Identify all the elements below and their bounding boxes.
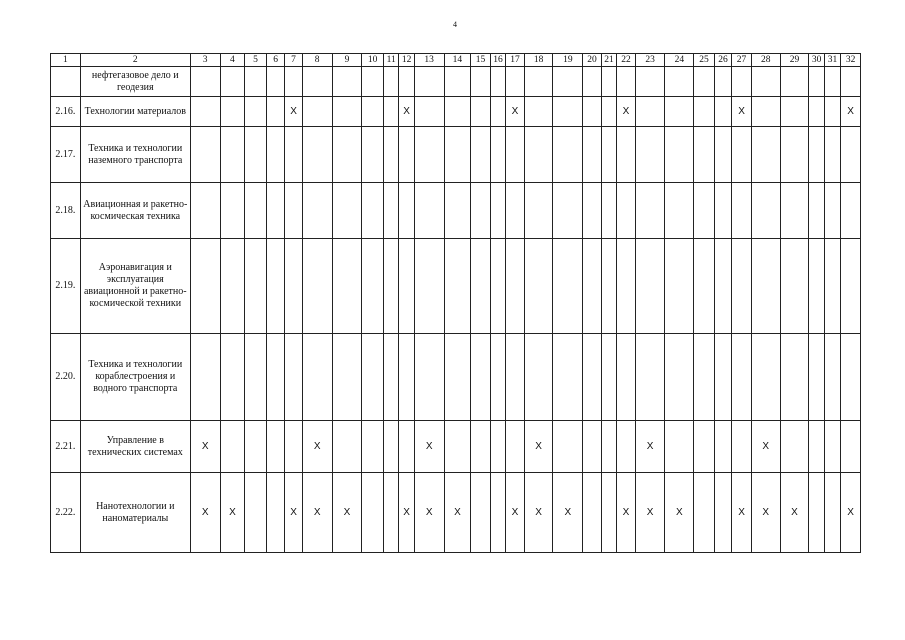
cell-empty: [665, 421, 694, 473]
cell-empty: [245, 334, 267, 421]
specialty-name: Техника и технологии кораблестроения и водного транспорта: [80, 334, 190, 421]
specialty-name: Нанотехнологии и наноматериалы: [80, 473, 190, 553]
column-header: 23: [635, 54, 665, 67]
cell-empty: [444, 67, 471, 97]
cell-empty: [506, 67, 525, 97]
cell-empty: [780, 67, 809, 97]
cell-empty: [694, 183, 715, 239]
cell-mark: X: [190, 421, 220, 473]
cell-empty: [332, 127, 362, 183]
cell-empty: [362, 334, 384, 421]
cell-empty: [302, 239, 332, 334]
cell-mark: X: [506, 97, 525, 127]
cell-empty: [665, 239, 694, 334]
cell-empty: [809, 473, 824, 553]
cell-empty: [471, 183, 491, 239]
column-header: 18: [524, 54, 553, 67]
column-number-row: [51, 54, 861, 67]
cell-empty: [383, 239, 398, 334]
cell-empty: [399, 67, 414, 97]
cell-empty: [414, 67, 444, 97]
cell-empty: [383, 127, 398, 183]
cell-empty: [553, 97, 583, 127]
cell-mark: X: [285, 473, 302, 553]
cell-empty: [583, 239, 602, 334]
cell-empty: [471, 97, 491, 127]
cell-empty: [824, 67, 840, 97]
cell-empty: [383, 183, 398, 239]
cell-mark: X: [553, 473, 583, 553]
cell-empty: [524, 97, 553, 127]
cell-empty: [506, 239, 525, 334]
cell-empty: [635, 183, 665, 239]
cell-empty: [220, 127, 245, 183]
cell-mark: X: [220, 473, 245, 553]
cell-empty: [780, 239, 809, 334]
cell-empty: [694, 334, 715, 421]
table-row: [51, 473, 861, 553]
cell-empty: [617, 421, 636, 473]
cell-empty: [266, 239, 285, 334]
cell-empty: [362, 183, 384, 239]
cell-empty: [617, 239, 636, 334]
row-number: 2.17.: [51, 127, 81, 183]
cell-empty: [780, 127, 809, 183]
cell-empty: [245, 183, 267, 239]
cell-empty: [824, 183, 840, 239]
cell-empty: [583, 67, 602, 97]
cell-empty: [245, 97, 267, 127]
cell-mark: X: [332, 473, 362, 553]
cell-empty: [732, 67, 752, 97]
column-header: 16: [490, 54, 505, 67]
cell-mark: X: [732, 473, 752, 553]
column-header: 20: [583, 54, 602, 67]
cell-empty: [714, 127, 731, 183]
cell-empty: [302, 334, 332, 421]
cell-empty: [190, 334, 220, 421]
cell-empty: [694, 473, 715, 553]
cell-empty: [399, 127, 414, 183]
cell-mark: X: [414, 421, 444, 473]
cell-empty: [841, 421, 861, 473]
row-number: 2.18.: [51, 183, 81, 239]
table-row: [51, 421, 861, 473]
cell-empty: [383, 421, 398, 473]
cell-empty: [245, 421, 267, 473]
cell-empty: [714, 67, 731, 97]
cell-empty: [524, 239, 553, 334]
cell-empty: [490, 67, 505, 97]
cell-empty: [583, 97, 602, 127]
cell-empty: [190, 97, 220, 127]
cell-empty: [635, 97, 665, 127]
cell-empty: [665, 97, 694, 127]
cell-empty: [190, 67, 220, 97]
table-row: [51, 183, 861, 239]
cell-mark: X: [414, 473, 444, 553]
cell-mark: X: [780, 473, 809, 553]
cell-empty: [490, 334, 505, 421]
cell-empty: [635, 334, 665, 421]
cell-empty: [362, 421, 384, 473]
column-header: 2: [80, 54, 190, 67]
cell-empty: [383, 97, 398, 127]
table-row: [51, 67, 861, 97]
cell-empty: [220, 421, 245, 473]
cell-empty: [714, 97, 731, 127]
cell-empty: [362, 239, 384, 334]
cell-empty: [302, 127, 332, 183]
cell-empty: [665, 127, 694, 183]
cell-mark: X: [190, 473, 220, 553]
cell-empty: [732, 239, 752, 334]
cell-empty: [780, 334, 809, 421]
cell-empty: [399, 183, 414, 239]
cell-empty: [471, 239, 491, 334]
cell-empty: [266, 183, 285, 239]
cell-empty: [285, 239, 302, 334]
column-header: 32: [841, 54, 861, 67]
cell-empty: [553, 334, 583, 421]
row-number: 2.20.: [51, 334, 81, 421]
cell-empty: [714, 183, 731, 239]
cell-mark: X: [444, 473, 471, 553]
cell-empty: [332, 67, 362, 97]
column-header: 25: [694, 54, 715, 67]
cell-empty: [362, 127, 384, 183]
cell-empty: [553, 421, 583, 473]
specialty-name: Управление в технических системах: [80, 421, 190, 473]
cell-empty: [190, 239, 220, 334]
column-header: 26: [714, 54, 731, 67]
cell-mark: X: [635, 473, 665, 553]
cell-empty: [809, 97, 824, 127]
column-header: 11: [383, 54, 398, 67]
cell-empty: [332, 239, 362, 334]
column-header: 19: [553, 54, 583, 67]
cell-empty: [220, 67, 245, 97]
cell-empty: [506, 334, 525, 421]
cell-mark: X: [302, 421, 332, 473]
cell-mark: X: [732, 97, 752, 127]
specialty-name: Техника и технологии наземного транспорта: [80, 127, 190, 183]
cell-empty: [414, 97, 444, 127]
cell-empty: [617, 67, 636, 97]
cell-empty: [444, 97, 471, 127]
cell-empty: [553, 67, 583, 97]
cell-empty: [383, 473, 398, 553]
cell-empty: [471, 127, 491, 183]
cell-empty: [399, 239, 414, 334]
cell-empty: [732, 334, 752, 421]
cell-empty: [471, 334, 491, 421]
column-header: 6: [266, 54, 285, 67]
cell-empty: [694, 239, 715, 334]
cell-empty: [506, 421, 525, 473]
column-header: 14: [444, 54, 471, 67]
specialty-name: Аэронавигация и эксплуатация авиационной и ракетно-космической техники: [80, 239, 190, 334]
cell-empty: [694, 421, 715, 473]
cell-empty: [220, 183, 245, 239]
cell-empty: [444, 183, 471, 239]
cell-empty: [617, 183, 636, 239]
cell-mark: X: [751, 421, 780, 473]
cell-empty: [601, 473, 616, 553]
cell-empty: [694, 97, 715, 127]
cell-empty: [665, 183, 694, 239]
column-header: 31: [824, 54, 840, 67]
column-header: 22: [617, 54, 636, 67]
cell-empty: [732, 127, 752, 183]
cell-empty: [506, 183, 525, 239]
cell-empty: [285, 67, 302, 97]
cell-empty: [245, 239, 267, 334]
cell-empty: [490, 183, 505, 239]
cell-empty: [583, 421, 602, 473]
cell-empty: [617, 334, 636, 421]
cell-empty: [444, 127, 471, 183]
cell-empty: [751, 183, 780, 239]
row-number: 2.21.: [51, 421, 81, 473]
cell-mark: X: [751, 473, 780, 553]
cell-empty: [635, 239, 665, 334]
cell-empty: [635, 127, 665, 183]
cell-empty: [601, 183, 616, 239]
cell-empty: [583, 183, 602, 239]
table-row: [51, 239, 861, 334]
cell-mark: X: [524, 421, 553, 473]
cell-empty: [780, 421, 809, 473]
cell-empty: [524, 67, 553, 97]
cell-empty: [780, 97, 809, 127]
column-header: 21: [601, 54, 616, 67]
cell-empty: [332, 183, 362, 239]
cell-empty: [714, 239, 731, 334]
cell-empty: [383, 67, 398, 97]
cell-empty: [751, 239, 780, 334]
cell-empty: [583, 334, 602, 421]
column-header: 30: [809, 54, 824, 67]
cell-empty: [841, 334, 861, 421]
cell-empty: [809, 183, 824, 239]
cell-empty: [332, 97, 362, 127]
cell-mark: X: [617, 473, 636, 553]
cell-empty: [266, 334, 285, 421]
cell-empty: [841, 67, 861, 97]
cell-empty: [266, 127, 285, 183]
row-number: [51, 67, 81, 97]
cell-empty: [362, 473, 384, 553]
row-number: 2.19.: [51, 239, 81, 334]
column-header: 9: [332, 54, 362, 67]
cell-empty: [601, 239, 616, 334]
cell-empty: [506, 127, 525, 183]
cell-empty: [190, 183, 220, 239]
cell-empty: [824, 334, 840, 421]
specialty-name: нефтегазовое дело и геодезия: [80, 67, 190, 97]
cell-empty: [285, 183, 302, 239]
cell-empty: [414, 334, 444, 421]
cell-empty: [444, 239, 471, 334]
cell-empty: [524, 127, 553, 183]
cell-empty: [490, 239, 505, 334]
cell-empty: [751, 97, 780, 127]
cell-empty: [635, 67, 665, 97]
cell-empty: [553, 239, 583, 334]
column-header: 1: [51, 54, 81, 67]
cell-empty: [824, 127, 840, 183]
cell-empty: [809, 239, 824, 334]
column-header: 13: [414, 54, 444, 67]
cell-empty: [285, 334, 302, 421]
cell-mark: X: [399, 473, 414, 553]
column-header: 5: [245, 54, 267, 67]
cell-empty: [751, 67, 780, 97]
cell-empty: [490, 421, 505, 473]
column-header: 10: [362, 54, 384, 67]
column-header: 28: [751, 54, 780, 67]
cell-empty: [444, 334, 471, 421]
cell-empty: [190, 127, 220, 183]
cell-mark: X: [399, 97, 414, 127]
cell-empty: [694, 127, 715, 183]
cell-mark: X: [617, 97, 636, 127]
cell-empty: [714, 473, 731, 553]
cell-empty: [220, 97, 245, 127]
row-number: 2.22.: [51, 473, 81, 553]
cell-empty: [245, 473, 267, 553]
cell-empty: [665, 67, 694, 97]
column-header: 4: [220, 54, 245, 67]
cell-empty: [601, 334, 616, 421]
cell-empty: [714, 421, 731, 473]
cell-empty: [266, 67, 285, 97]
cell-empty: [583, 127, 602, 183]
cell-empty: [302, 67, 332, 97]
cell-empty: [266, 97, 285, 127]
cell-empty: [524, 334, 553, 421]
table-row: [51, 97, 861, 127]
cell-empty: [302, 97, 332, 127]
cell-empty: [601, 97, 616, 127]
cell-empty: [362, 67, 384, 97]
column-header: 15: [471, 54, 491, 67]
specialties-table: [50, 53, 861, 553]
table-row: [51, 334, 861, 421]
cell-empty: [383, 334, 398, 421]
cell-empty: [601, 67, 616, 97]
cell-mark: X: [302, 473, 332, 553]
column-header: 12: [399, 54, 414, 67]
cell-mark: X: [665, 473, 694, 553]
column-header: 24: [665, 54, 694, 67]
specialty-name: Авиационная и ракетно-космическая техника: [80, 183, 190, 239]
cell-empty: [841, 127, 861, 183]
cell-empty: [617, 127, 636, 183]
cell-empty: [809, 421, 824, 473]
cell-empty: [665, 334, 694, 421]
cell-empty: [285, 127, 302, 183]
cell-empty: [714, 334, 731, 421]
cell-empty: [824, 97, 840, 127]
cell-empty: [780, 183, 809, 239]
cell-empty: [332, 334, 362, 421]
row-number: 2.16.: [51, 97, 81, 127]
cell-empty: [302, 183, 332, 239]
cell-empty: [414, 127, 444, 183]
cell-empty: [245, 127, 267, 183]
cell-empty: [809, 67, 824, 97]
cell-mark: X: [506, 473, 525, 553]
column-header: 17: [506, 54, 525, 67]
cell-empty: [524, 183, 553, 239]
cell-empty: [266, 421, 285, 473]
cell-mark: X: [841, 97, 861, 127]
cell-empty: [332, 421, 362, 473]
cell-empty: [732, 421, 752, 473]
cell-mark: X: [285, 97, 302, 127]
cell-empty: [220, 334, 245, 421]
cell-empty: [601, 127, 616, 183]
cell-mark: X: [841, 473, 861, 553]
cell-empty: [245, 67, 267, 97]
cell-empty: [414, 239, 444, 334]
cell-empty: [751, 334, 780, 421]
cell-empty: [490, 97, 505, 127]
specialty-name: Технологии материалов: [80, 97, 190, 127]
cell-empty: [444, 421, 471, 473]
cell-empty: [732, 183, 752, 239]
column-header: 7: [285, 54, 302, 67]
cell-empty: [490, 127, 505, 183]
cell-empty: [266, 473, 285, 553]
cell-empty: [751, 127, 780, 183]
cell-empty: [824, 473, 840, 553]
page-number: 4: [453, 20, 457, 29]
column-header: 27: [732, 54, 752, 67]
cell-empty: [362, 97, 384, 127]
cell-empty: [399, 334, 414, 421]
cell-mark: X: [635, 421, 665, 473]
cell-empty: [220, 239, 245, 334]
cell-empty: [841, 183, 861, 239]
cell-empty: [553, 183, 583, 239]
cell-empty: [414, 183, 444, 239]
cell-empty: [471, 421, 491, 473]
cell-empty: [471, 67, 491, 97]
cell-empty: [490, 473, 505, 553]
cell-empty: [824, 421, 840, 473]
cell-empty: [285, 421, 302, 473]
cell-empty: [841, 239, 861, 334]
cell-empty: [824, 239, 840, 334]
column-header: 3: [190, 54, 220, 67]
column-header: 8: [302, 54, 332, 67]
cell-empty: [601, 421, 616, 473]
cell-empty: [694, 67, 715, 97]
cell-empty: [399, 421, 414, 473]
cell-empty: [809, 334, 824, 421]
column-header: 29: [780, 54, 809, 67]
cell-empty: [553, 127, 583, 183]
cell-empty: [583, 473, 602, 553]
cell-mark: X: [524, 473, 553, 553]
cell-empty: [809, 127, 824, 183]
table-row: [51, 127, 861, 183]
cell-empty: [471, 473, 491, 553]
